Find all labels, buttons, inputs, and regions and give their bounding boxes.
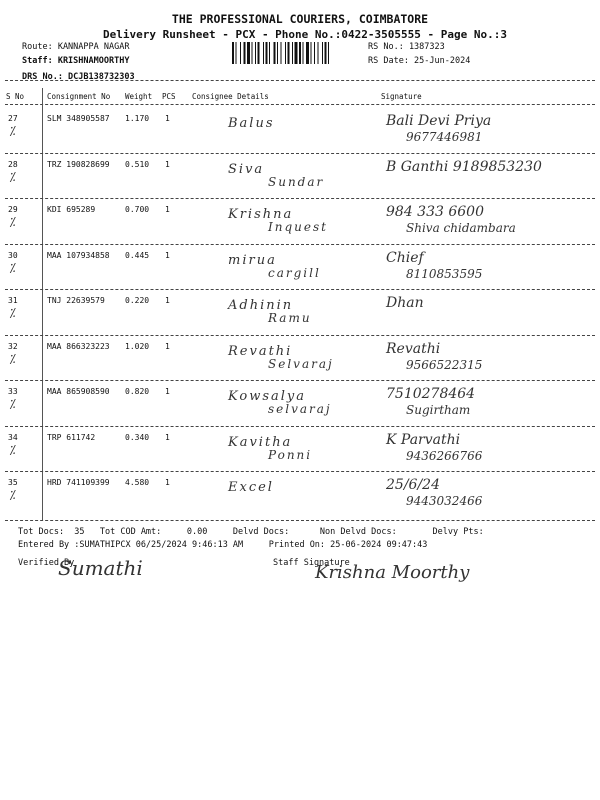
row-weight: 0.220 (125, 296, 150, 305)
row-pcs: 1 (165, 250, 170, 260)
delivery-check-mark: ⁒ (10, 169, 16, 184)
row-consignee-handwriting: Kavitha (228, 434, 293, 450)
header-bottom-rule (5, 104, 595, 105)
row-pcs: 1 (165, 159, 170, 169)
row-sno: 30 (8, 250, 18, 260)
row-sno: 32 (8, 341, 18, 351)
row-consignee-handwriting: Ramu (268, 311, 312, 325)
row-pcs: 1 (165, 205, 170, 214)
barcode-image (232, 42, 360, 64)
row-sno: 27 (8, 114, 18, 123)
table-row (0, 381, 600, 427)
col-pcs: PCS (162, 92, 176, 101)
row-consignee-handwriting: Sundar (268, 174, 325, 189)
table-row (0, 199, 600, 245)
row-weight: 0.340 (125, 432, 150, 442)
row-weight: 1.020 (125, 341, 150, 351)
row-weight: 0.820 (125, 387, 150, 396)
row-signature-handwriting: Dhan (386, 295, 424, 311)
row-pcs: 1 (165, 341, 170, 351)
row-sno: 33 (8, 387, 18, 396)
row-consignee-handwriting: Kowsalya (228, 389, 306, 404)
row-signature-handwriting: Revathi (386, 340, 441, 357)
rs-info (368, 40, 470, 68)
row-consignment-no: SLM 348905587 (47, 114, 110, 123)
row-weight: 0.510 (125, 159, 150, 169)
col-signature: Signature (381, 92, 422, 101)
row-pcs: 1 (165, 432, 170, 442)
row-signature-handwriting: 9436266766 (406, 448, 483, 463)
row-sno: 31 (8, 296, 18, 305)
row-signature-handwriting: 9677446981 (406, 130, 483, 144)
row-consignment-no: TNJ 22639579 (47, 296, 105, 305)
row-consignment-no: MAA 865908590 (47, 387, 110, 396)
staff-signature-label: Staff Signature (273, 558, 350, 568)
row-sno: 28 (8, 159, 18, 169)
row-consignee-handwriting: Revathi (228, 343, 293, 359)
table-top-rule (5, 80, 595, 81)
delivery-check-mark: ⁒ (10, 124, 16, 138)
row-consignment-no: TRP 611742 (47, 432, 96, 442)
row-consignee-handwriting: Krishna (228, 207, 294, 222)
col-weight: Weight (125, 92, 153, 101)
table-row (0, 154, 600, 200)
row-consignee-handwriting: Ponni (268, 447, 313, 462)
row-signature-handwriting: 7510278464 (386, 386, 476, 402)
delivery-check-mark: ⁒ (10, 306, 16, 320)
row-weight: 1.170 (125, 114, 150, 123)
row-signature-handwriting: 9443032466 (406, 494, 483, 508)
table-row (0, 245, 600, 291)
row-weight: 0.445 (125, 250, 150, 260)
totals-line: Tot Docs: 35 Tot COD Amt: 0.00 Delvd Docs: Non Delvd Docs: Delvy Pts: (18, 527, 484, 537)
row-weight: 4.580 (125, 478, 150, 487)
row-consignee-handwriting: cargill (268, 265, 321, 280)
row-pcs: 1 (165, 114, 170, 123)
row-consignee-handwriting: Selvaraj (268, 356, 334, 371)
row-pcs: 1 (165, 387, 170, 396)
rs-date: RS Date: 25-Jun-2024 (368, 56, 471, 66)
staff-label: Staff: KRISHNAMOORTHY (22, 56, 130, 66)
row-signature-handwriting: Chief (386, 249, 424, 266)
row-signature-handwriting: Sugirtham (406, 403, 471, 417)
row-consignment-no: TRZ 190828699 (47, 159, 110, 169)
row-sno: 29 (8, 205, 18, 214)
row-consignment-no: MAA 107934858 (47, 250, 110, 260)
verified-by-label: Verified By (18, 558, 75, 568)
row-consignee-handwriting: Excel (228, 480, 274, 495)
row-consignee-handwriting: Adhinin (228, 298, 294, 313)
col-consignment: Consignment No (47, 92, 111, 101)
row-consignee-handwriting: Inquest (268, 220, 328, 234)
row-consignee-handwriting: mirua (228, 252, 277, 268)
delivery-check-mark: ⁒ (10, 397, 16, 411)
route-label: Route: KANNAPPA NAGAR (22, 42, 130, 52)
verified-signature: Sumathi (58, 556, 143, 580)
entered-by-line: Entered By :SUMATHIPCX 06/25/2024 9:46:13 AM Printed On: 25-06-2024 09:47:43 (18, 540, 428, 550)
row-pcs: 1 (165, 296, 170, 305)
row-signature-handwriting: 8110853595 (406, 266, 483, 281)
rs-number: RS No.: 1387323 (368, 42, 445, 52)
delivery-check-mark: ⁒ (10, 215, 16, 229)
drs-number: DRS No.: DCJB138732303 (22, 72, 135, 82)
row-consignment-no: MAA 866323223 (47, 341, 110, 351)
route-info (22, 40, 135, 84)
delivery-check-mark: ⁒ (10, 260, 16, 275)
row-sno: 35 (8, 478, 18, 487)
row-sno: 34 (8, 432, 18, 442)
row-weight: 0.700 (125, 205, 150, 214)
table-row (0, 290, 600, 336)
runsheet-subtitle: Delivery Runsheet - PCX - Phone No.:0422-3505555 - Page No.:3 (103, 28, 507, 41)
row-signature-handwriting: K Parvathi (386, 431, 461, 448)
row-consignment-no: KDI 695289 (47, 205, 96, 214)
delivery-check-mark: ⁒ (10, 488, 16, 502)
table-row (0, 427, 600, 473)
row-pcs: 1 (165, 478, 170, 487)
table-bottom-rule (5, 520, 595, 521)
row-consignee-handwriting: Balus (228, 116, 275, 131)
staff-signature: Krishna Moorthy (315, 562, 470, 583)
table-row (0, 108, 600, 154)
row-consignee-handwriting: Siva (228, 161, 265, 177)
row-signature-handwriting: 25/6/24 (386, 477, 440, 493)
col-consignee: Consignee Details (192, 92, 269, 101)
row-consignee-handwriting: selvaraj (268, 402, 332, 416)
row-signature-handwriting: 9566522315 (406, 357, 483, 372)
row-consignment-no: HRD 741109399 (47, 478, 110, 487)
row-signature-handwriting: Bali Devi Priya (386, 113, 492, 129)
row-signature-handwriting: B Ganthi 9189853230 (386, 158, 542, 175)
delivery-check-mark: ⁒ (10, 351, 16, 366)
table-row (0, 472, 600, 518)
row-signature-handwriting: Shiva chidambara (406, 221, 516, 235)
col-sno: S No (6, 92, 25, 101)
row-signature-handwriting: 984 333 6600 (386, 204, 484, 220)
table-row (0, 336, 600, 382)
runsheet-title: THE PROFESSIONAL COURIERS, COIMBATORE (171, 12, 429, 26)
delivery-check-mark: ⁒ (10, 442, 16, 457)
